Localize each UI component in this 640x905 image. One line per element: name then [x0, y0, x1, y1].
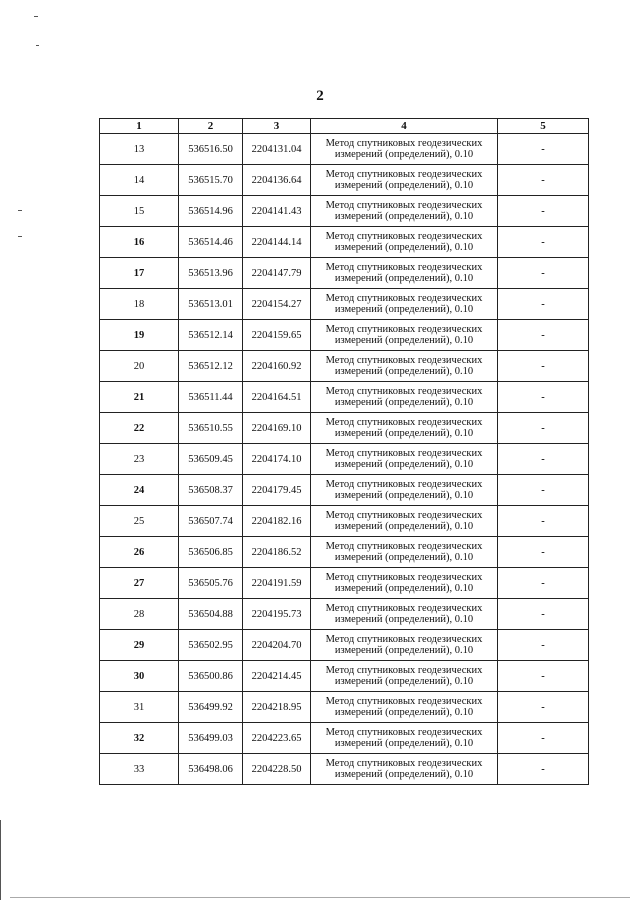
- method-line-2: измерений (определений), 0.10: [334, 304, 474, 315]
- method-line-2: измерений (определений), 0.10: [334, 521, 474, 532]
- method-line-1: Метод спутниковых геодезических: [325, 324, 483, 335]
- coordinate-x: 536510.55: [179, 413, 243, 444]
- table-row: [100, 196, 589, 227]
- coordinate-x: 536498.06: [179, 754, 243, 785]
- coordinate-y: 2204214.45: [243, 661, 311, 692]
- point-number: 22: [100, 413, 179, 444]
- method-cell: [311, 134, 498, 165]
- coordinate-x: 536512.14: [179, 320, 243, 351]
- method-line-2: измерений (определений), 0.10: [334, 459, 474, 470]
- method-cell: [311, 382, 498, 413]
- method-line-1: Метод спутниковых геодезических: [325, 386, 483, 397]
- table-row: [100, 382, 589, 413]
- coordinate-y: 2204160.92: [243, 351, 311, 382]
- point-number: 21: [100, 382, 179, 413]
- table-row: [100, 630, 589, 661]
- coordinates-table: [99, 118, 589, 785]
- method-line-2: измерений (определений), 0.10: [334, 273, 474, 284]
- point-number: 16: [100, 227, 179, 258]
- coordinate-x: 536514.46: [179, 227, 243, 258]
- coordinate-x: 536500.86: [179, 661, 243, 692]
- coordinate-x: 536509.45: [179, 444, 243, 475]
- method-line-1: Метод спутниковых геодезических: [325, 200, 483, 211]
- method-line-2: измерений (определений), 0.10: [334, 676, 474, 687]
- coordinate-x: 536513.01: [179, 289, 243, 320]
- method-cell: [311, 568, 498, 599]
- method-line-1: Метод спутниковых геодезических: [325, 355, 483, 366]
- method-line-2: измерений (определений), 0.10: [334, 211, 474, 222]
- method-line-1: Метод спутниковых геодезических: [325, 634, 483, 645]
- note-cell: -: [498, 351, 589, 382]
- note-cell: -: [498, 661, 589, 692]
- header-cell-5: 5: [498, 119, 589, 134]
- scan-mark: [34, 16, 38, 17]
- method-line-2: измерений (определений), 0.10: [334, 428, 474, 439]
- table-body: [100, 134, 589, 785]
- note-cell: -: [498, 258, 589, 289]
- table-row: [100, 289, 589, 320]
- coordinate-y: 2204228.50: [243, 754, 311, 785]
- coordinate-x: 536516.50: [179, 134, 243, 165]
- point-number: 24: [100, 475, 179, 506]
- point-number: 15: [100, 196, 179, 227]
- coordinate-y: 2204218.95: [243, 692, 311, 723]
- coordinate-y: 2204164.51: [243, 382, 311, 413]
- coordinate-y: 2204182.16: [243, 506, 311, 537]
- coordinate-x: 536502.95: [179, 630, 243, 661]
- scan-mark: [10, 897, 630, 898]
- method-line-2: измерений (определений), 0.10: [334, 614, 474, 625]
- table-row: [100, 258, 589, 289]
- method-line-1: Метод спутниковых геодезических: [325, 510, 483, 521]
- note-cell: -: [498, 599, 589, 630]
- scan-mark: [18, 210, 22, 211]
- method-line-2: измерений (определений), 0.10: [334, 242, 474, 253]
- note-cell: -: [498, 196, 589, 227]
- header-cell-3: 3: [243, 119, 311, 134]
- coordinate-y: 2204154.27: [243, 289, 311, 320]
- method-line-1: Метод спутниковых геодезических: [325, 758, 483, 769]
- table-row: [100, 599, 589, 630]
- method-cell: [311, 661, 498, 692]
- note-cell: -: [498, 475, 589, 506]
- method-cell: [311, 599, 498, 630]
- table-row: [100, 506, 589, 537]
- method-line-2: измерений (определений), 0.10: [334, 645, 474, 656]
- page-number: 2: [316, 88, 324, 104]
- note-cell: -: [498, 723, 589, 754]
- point-number: 32: [100, 723, 179, 754]
- coordinate-y: 2204147.79: [243, 258, 311, 289]
- table-header-row: [100, 119, 589, 134]
- note-cell: -: [498, 754, 589, 785]
- note-cell: -: [498, 320, 589, 351]
- point-number: 31: [100, 692, 179, 723]
- coordinate-y: 2204223.65: [243, 723, 311, 754]
- coordinate-y: 2204191.59: [243, 568, 311, 599]
- method-line-1: Метод спутниковых геодезических: [325, 541, 483, 552]
- note-cell: -: [498, 444, 589, 475]
- point-number: 17: [100, 258, 179, 289]
- coordinate-x: 536499.92: [179, 692, 243, 723]
- table-row: [100, 692, 589, 723]
- coordinate-y: 2204179.45: [243, 475, 311, 506]
- table-row: [100, 165, 589, 196]
- coordinate-x: 536505.76: [179, 568, 243, 599]
- note-cell: -: [498, 227, 589, 258]
- table-row: [100, 568, 589, 599]
- coordinate-y: 2204141.43: [243, 196, 311, 227]
- method-cell: [311, 196, 498, 227]
- method-cell: [311, 692, 498, 723]
- method-line-2: измерений (определений), 0.10: [334, 769, 474, 780]
- note-cell: -: [498, 506, 589, 537]
- note-cell: -: [498, 537, 589, 568]
- table-row: [100, 444, 589, 475]
- table-row: [100, 475, 589, 506]
- table-row: [100, 661, 589, 692]
- table-row: [100, 351, 589, 382]
- method-cell: [311, 258, 498, 289]
- table-row: [100, 227, 589, 258]
- coordinate-x: 536512.12: [179, 351, 243, 382]
- header-cell-2: 2: [179, 119, 243, 134]
- table-row: [100, 134, 589, 165]
- table-row: [100, 537, 589, 568]
- method-line-2: измерений (определений), 0.10: [334, 552, 474, 563]
- coordinate-x: 536506.85: [179, 537, 243, 568]
- coordinate-y: 2204174.10: [243, 444, 311, 475]
- coordinate-x: 536514.96: [179, 196, 243, 227]
- table-row: [100, 320, 589, 351]
- point-number: 18: [100, 289, 179, 320]
- method-cell: [311, 320, 498, 351]
- method-line-1: Метод спутниковых геодезических: [325, 169, 483, 180]
- method-cell: [311, 351, 498, 382]
- note-cell: -: [498, 134, 589, 165]
- method-line-1: Метод спутниковых геодезических: [325, 138, 483, 149]
- method-line-1: Метод спутниковых геодезических: [325, 665, 483, 676]
- header-cell-4: 4: [311, 119, 498, 134]
- table-row: [100, 413, 589, 444]
- method-cell: [311, 289, 498, 320]
- coordinate-y: 2204204.70: [243, 630, 311, 661]
- coordinate-y: 2204136.64: [243, 165, 311, 196]
- method-line-1: Метод спутниковых геодезических: [325, 417, 483, 428]
- point-number: 29: [100, 630, 179, 661]
- method-line-1: Метод спутниковых геодезических: [325, 603, 483, 614]
- method-line-1: Метод спутниковых геодезических: [325, 727, 483, 738]
- method-cell: [311, 227, 498, 258]
- note-cell: -: [498, 630, 589, 661]
- point-number: 19: [100, 320, 179, 351]
- note-cell: -: [498, 568, 589, 599]
- method-line-2: измерений (определений), 0.10: [334, 180, 474, 191]
- method-cell: [311, 723, 498, 754]
- coordinate-y: 2204186.52: [243, 537, 311, 568]
- point-number: 14: [100, 165, 179, 196]
- method-line-2: измерений (определений), 0.10: [334, 707, 474, 718]
- method-line-2: измерений (определений), 0.10: [334, 490, 474, 501]
- method-line-1: Метод спутниковых геодезических: [325, 262, 483, 273]
- method-line-2: измерений (определений), 0.10: [334, 738, 474, 749]
- method-line-1: Метод спутниковых геодезических: [325, 231, 483, 242]
- method-cell: [311, 754, 498, 785]
- note-cell: -: [498, 692, 589, 723]
- method-cell: [311, 506, 498, 537]
- method-line-2: измерений (определений), 0.10: [334, 583, 474, 594]
- point-number: 13: [100, 134, 179, 165]
- scan-mark: [0, 820, 1, 900]
- coordinate-x: 536499.03: [179, 723, 243, 754]
- method-line-1: Метод спутниковых геодезических: [325, 448, 483, 459]
- note-cell: -: [498, 382, 589, 413]
- method-line-1: Метод спутниковых геодезических: [325, 479, 483, 490]
- method-line-1: Метод спутниковых геодезических: [325, 696, 483, 707]
- coordinate-x: 536508.37: [179, 475, 243, 506]
- method-cell: [311, 444, 498, 475]
- coordinate-x: 536504.88: [179, 599, 243, 630]
- note-cell: -: [498, 413, 589, 444]
- point-number: 30: [100, 661, 179, 692]
- header-cell-1: 1: [100, 119, 179, 134]
- coordinate-y: 2204144.14: [243, 227, 311, 258]
- method-line-2: измерений (определений), 0.10: [334, 149, 474, 160]
- coordinate-x: 536511.44: [179, 382, 243, 413]
- method-line-2: измерений (определений), 0.10: [334, 397, 474, 408]
- method-line-2: измерений (определений), 0.10: [334, 335, 474, 346]
- method-line-1: Метод спутниковых геодезических: [325, 572, 483, 583]
- point-number: 23: [100, 444, 179, 475]
- note-cell: -: [498, 165, 589, 196]
- scan-mark: [18, 236, 22, 237]
- coordinate-y: 2204131.04: [243, 134, 311, 165]
- method-cell: [311, 165, 498, 196]
- coordinate-y: 2204169.10: [243, 413, 311, 444]
- method-cell: [311, 537, 498, 568]
- note-cell: -: [498, 289, 589, 320]
- table-row: [100, 754, 589, 785]
- method-line-1: Метод спутниковых геодезических: [325, 293, 483, 304]
- point-number: 33: [100, 754, 179, 785]
- point-number: 20: [100, 351, 179, 382]
- method-cell: [311, 630, 498, 661]
- coordinate-y: 2204195.73: [243, 599, 311, 630]
- method-cell: [311, 413, 498, 444]
- coordinate-x: 536513.96: [179, 258, 243, 289]
- point-number: 25: [100, 506, 179, 537]
- coordinate-y: 2204159.65: [243, 320, 311, 351]
- coordinate-x: 536515.70: [179, 165, 243, 196]
- coordinate-x: 536507.74: [179, 506, 243, 537]
- table-row: [100, 723, 589, 754]
- point-number: 28: [100, 599, 179, 630]
- point-number: 27: [100, 568, 179, 599]
- method-line-2: измерений (определений), 0.10: [334, 366, 474, 377]
- method-cell: [311, 475, 498, 506]
- scan-mark: [36, 45, 39, 46]
- point-number: 26: [100, 537, 179, 568]
